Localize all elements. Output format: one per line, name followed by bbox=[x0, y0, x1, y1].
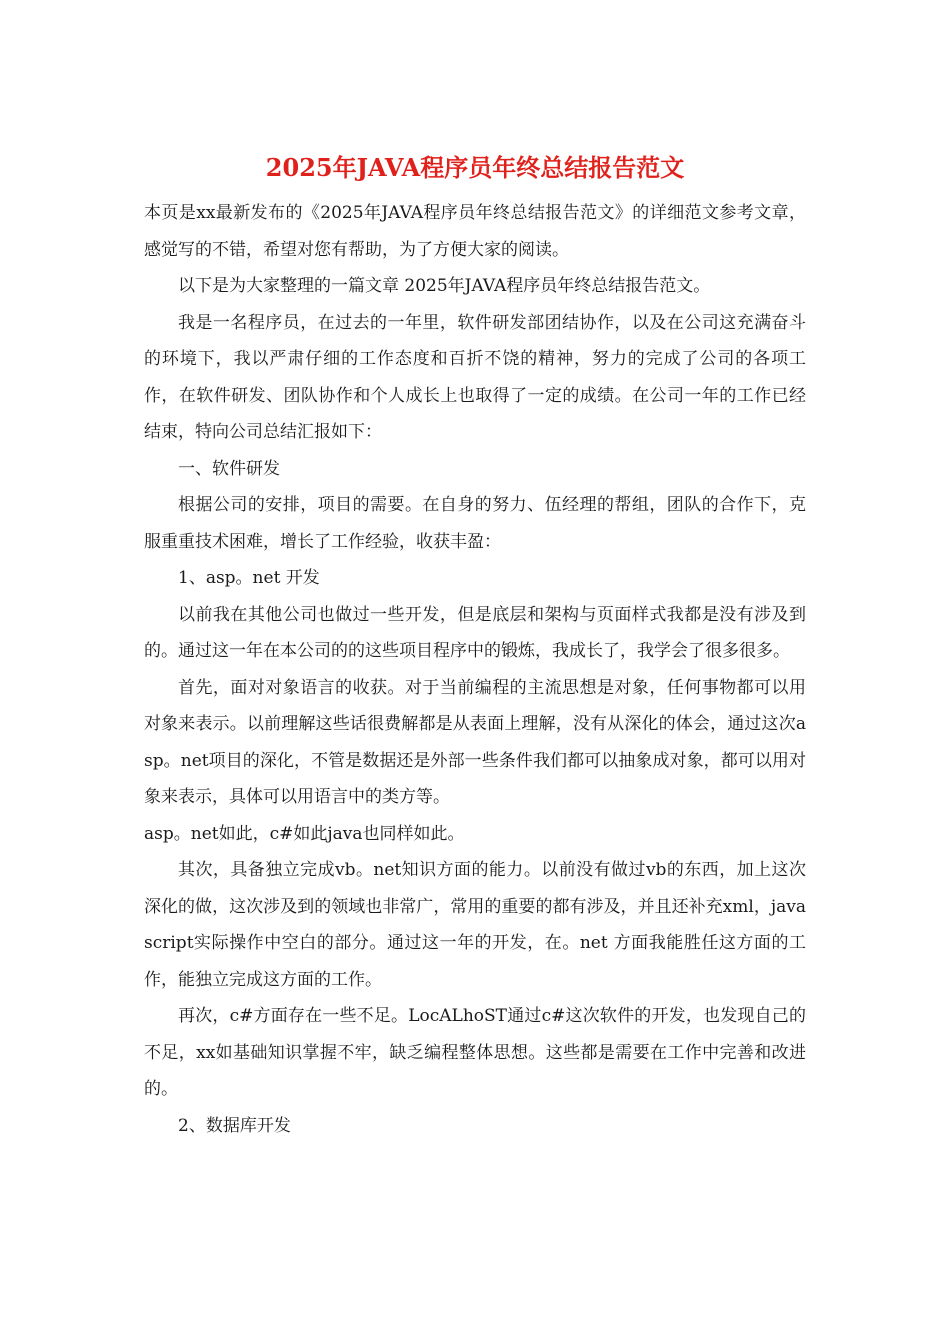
paragraph-oop-gains: 首先，面对对象语言的收获。对于当前编程的主流思想是对象，任何事物都可以用对象来表示。以前理解这些话很费解都是从表面上理解，没有从深化的体会，通过这次asp。net项目的深化，不管是数据还是外部一些条件我们都可以抽象成对象，都可以用对象来表示，具体可以用语言中的类方等。 bbox=[144, 677, 806, 807]
paragraph-self-intro: 我是一名程序员，在过去的一年里，软件研发部团结协作，以及在公司这充满奋斗的环境下，我以严肃仔细的工作态度和百折不饶的精神，努力的完成了公司的各项工作，在软件研发、团队协作和个人成长上也取得了一定的成绩。在公司一年的工作已经结束，特向公司总结汇报如下： bbox=[144, 312, 806, 442]
paragraph-previous-experience: 以前我在其他公司也做过一些开发，但是底层和架构与页面样式我都是没有涉及到的。通过这一年在本公司的的这些项目程序中的锻炼，我成长了，我学会了很多很多。 bbox=[144, 604, 806, 661]
paragraph-arrangement: 根据公司的安排，项目的需要。在自身的努力、伍经理的帮组，团队的合作下，克服重重技术困难，增长了工作经验，收获丰盈： bbox=[144, 495, 806, 552]
paragraph-csharp-shortcomings: 再次，c#方面存在一些不足。LocALhoST通过c#这次软件的开发，也发现自己的不足，xx如基础知识掌握不牢，缺乏编程整体思想。这些都是需要在工作中完善和改进的。 bbox=[144, 1006, 806, 1099]
paragraph-preface: 以下是为大家整理的一篇文章 2025年JAVA程序员年终总结报告范文。 bbox=[178, 276, 711, 296]
paragraph-vbnet-ability: 其次，具备独立完成vb。net知识方面的能力。以前没有做过vb的东西，加上这次深化的做，这次涉及到的领域也非常广，常用的重要的都有涉及，并且还补充xml，javascript实际操作中空白的部分。通过这一年的开发，在。net 方面我能胜任这方面的工作，能独立完成这方面的工作。 bbox=[144, 860, 806, 990]
subsection-heading-aspnet: 1、asp。net 开发 bbox=[178, 568, 320, 588]
document-body bbox=[144, 195, 806, 1144]
subsection-heading-database: 2、数据库开发 bbox=[178, 1115, 291, 1136]
document-title: 2025年JAVA程序员年终总结报告范文 bbox=[265, 153, 685, 182]
paragraph-intro: 本页是xx最新发布的《2025年JAVA程序员年终总结报告范文》的详细范文参考文章，感觉写的不错，希望对您有帮助，为了方便大家的阅读。 bbox=[144, 203, 806, 260]
section-heading-software-dev: 一、软件研发 bbox=[178, 458, 280, 479]
paragraph-aspnet-csharp-java: asp。net如此，c#如此java也同样如此。 bbox=[144, 823, 465, 844]
